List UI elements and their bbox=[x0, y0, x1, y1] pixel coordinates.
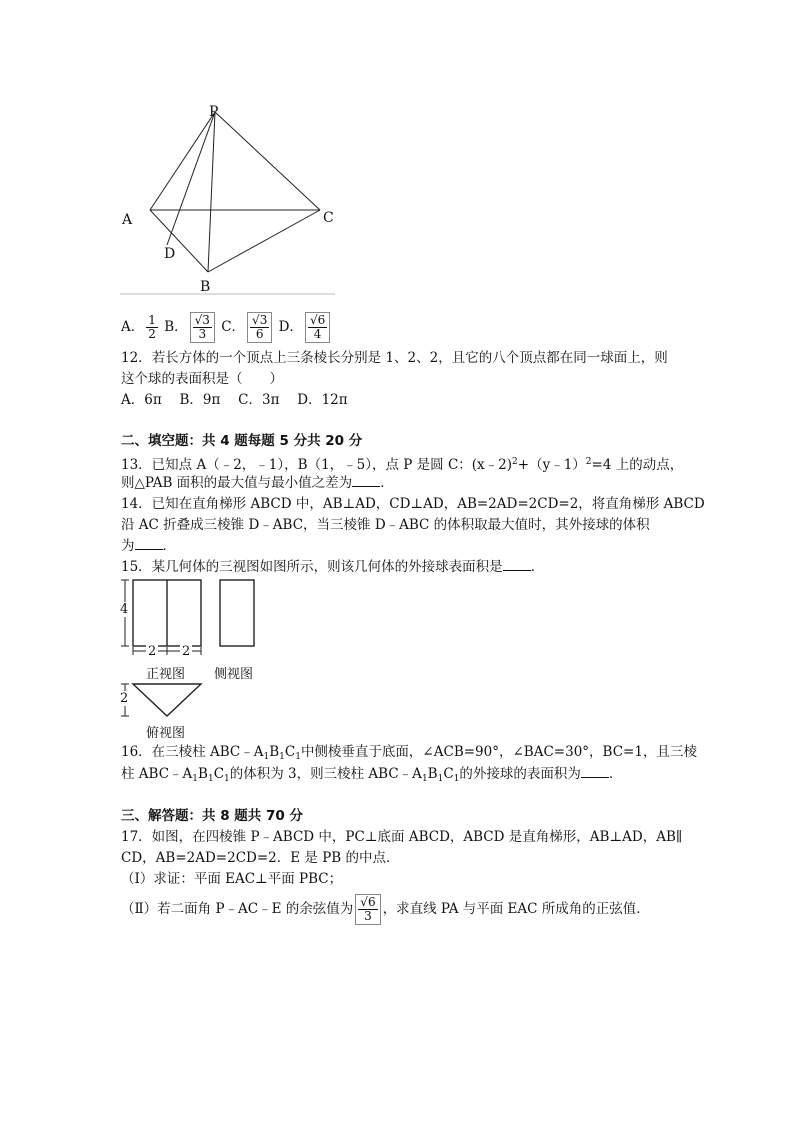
dim-top-height: 2 bbox=[120, 691, 129, 706]
side-view-label: 侧视图 bbox=[214, 667, 254, 682]
answer-blank bbox=[352, 474, 380, 487]
front-view-label: 正视图 bbox=[146, 667, 186, 682]
label-c: C bbox=[323, 210, 334, 226]
q13-line1: 13．已知点 A（﹣2，﹣1），B（1，﹣5），点 P 是圆 C：(x﹣2)$^2$+（y﹣1）$^2$=4 上的动点， bbox=[121, 457, 684, 473]
q12-options: A．6π B．9π C．3π D．12π bbox=[121, 392, 348, 408]
dim-width-left: 2 bbox=[148, 644, 157, 659]
q17-part2: （Ⅱ）若二面角 P﹣AC﹣E 的余弦值为 $\frac{√6}{3}$ ，求直线 PA 与平面 EAC 所成角的正弦值． bbox=[121, 895, 650, 923]
q11-options: A． $\frac{1}{2}$ B． $\frac{√3}{3}$ C． $\frac{√3}{6}$ D． $\frac{√6}{4}$ bbox=[121, 312, 332, 343]
answer-blank bbox=[503, 558, 531, 571]
q14-line2: 沿 AC 折叠成三棱锥 D﹣ABC，当三棱锥 D﹣ABC 的体积取最大值时，其外接球的体积 bbox=[121, 517, 650, 533]
q14-line1: 14．已知在直角梯形 ABCD 中，AB⊥AD，CD⊥AD，AB=2AD=2CD=2，将直角梯形 ABCD bbox=[121, 496, 705, 512]
dim-height-4: 4 bbox=[120, 602, 129, 617]
q12-line1: 12．若长方体的一个顶点上三条棱长分别是 1、2、2，且它的八个顶点都在同一球面上，则 bbox=[121, 350, 668, 366]
section3-heading: 三、解答题：共 8 题共 70 分 bbox=[121, 808, 303, 824]
q17-line1: 17．如图，在四棱锥 P﹣ABCD 中，PC⊥底面 ABCD，ABCD 是直角梯形，AB⊥AD，AB∥ bbox=[121, 829, 683, 845]
q17-part1: （Ⅰ）求证：平面 EAC⊥平面 PBC； bbox=[121, 871, 343, 887]
top-view-label: 俯视图 bbox=[146, 726, 186, 741]
label-d: D bbox=[164, 246, 176, 262]
answer-blank bbox=[135, 537, 163, 550]
q13-line2: 则△PAB 面积的最大值与最小值之差为 ． bbox=[121, 475, 394, 491]
label-b: B bbox=[200, 279, 211, 295]
dim-width-right: 2 bbox=[182, 644, 191, 659]
q12-line2: 这个球的表面积是（ ） bbox=[121, 371, 283, 387]
q16-line1: 16．在三棱柱 $ABC﹣A_1B_1C_1$中侧棱垂直于底面，∠ACB=90°，∠BAC=30°，BC=1，且三棱 bbox=[121, 744, 697, 762]
answer-blank bbox=[581, 765, 609, 778]
q15-line1: 15．某几何体的三视图如图所示，则该几何体的外接球表面积是 ． bbox=[121, 559, 545, 575]
section2-heading: 二、填空题：共 4 题每题 5 分共 20 分 bbox=[121, 433, 363, 449]
q14-line3: 为 ． bbox=[121, 538, 176, 554]
label-a: A bbox=[122, 212, 133, 228]
tetrahedron-figure bbox=[115, 100, 345, 300]
q16-line2: 柱 $ABC﹣A_1B_1C_1$的体积为 3，则三棱柱 $ABC﹣A_1B_1C_1$的外接球的表面积为 ． bbox=[121, 766, 623, 784]
q17-line2: CD，AB=2AD=2CD=2．E 是 PB 的中点． bbox=[121, 850, 400, 866]
three-view-figure bbox=[115, 575, 275, 745]
label-p: P bbox=[209, 104, 219, 120]
